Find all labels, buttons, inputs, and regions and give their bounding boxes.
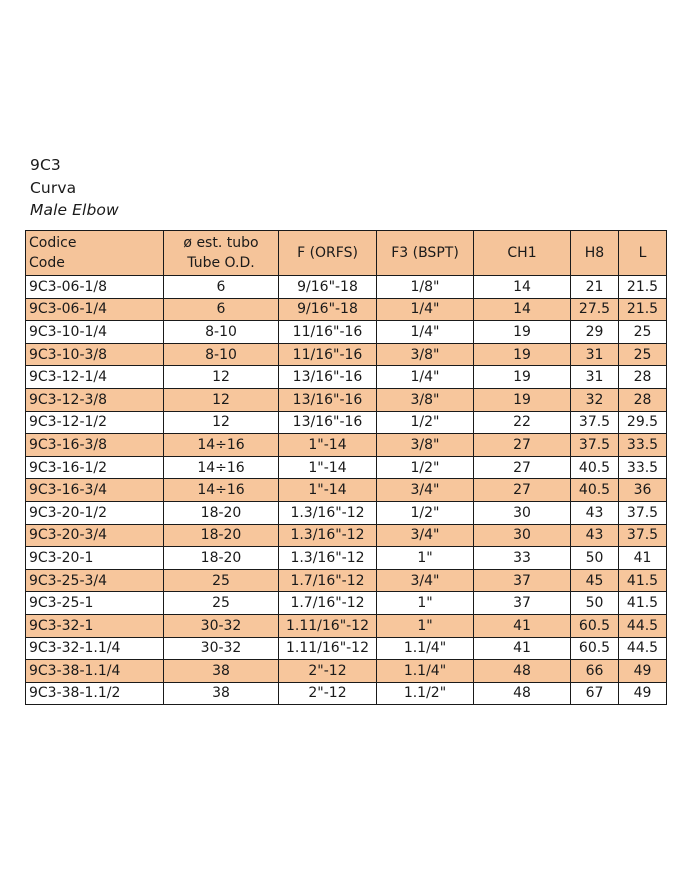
cell-h8: 31 [571, 366, 619, 389]
cell-l: 41 [619, 547, 667, 570]
cell-l: 21.5 [619, 298, 667, 321]
cell-f3-bspt: 3/8" [377, 388, 474, 411]
cell-code: 9C3-06-1/4 [26, 298, 164, 321]
cell-f3-bspt: 1/4" [377, 298, 474, 321]
cell-ch1: 41 [474, 614, 571, 637]
cell-f-orfs: 13/16"-16 [279, 366, 377, 389]
cell-tube-od: 6 [164, 298, 279, 321]
cell-tube-od: 38 [164, 682, 279, 705]
column-header-l: L [619, 231, 667, 276]
table-row [26, 479, 667, 502]
cell-f-orfs: 13/16"-16 [279, 388, 377, 411]
product-name-italian: Curva [30, 178, 77, 197]
cell-code: 9C3-20-1/2 [26, 501, 164, 524]
table-row [26, 501, 667, 524]
cell-l: 36 [619, 479, 667, 502]
cell-h8: 40.5 [571, 479, 619, 502]
cell-h8: 27.5 [571, 298, 619, 321]
table-row [26, 592, 667, 615]
cell-f3-bspt: 1.1/2" [377, 682, 474, 705]
cell-tube-od: 18-20 [164, 501, 279, 524]
cell-f-orfs: 11/16"-16 [279, 343, 377, 366]
table-row [26, 388, 667, 411]
cell-ch1: 19 [474, 321, 571, 344]
table-row [26, 411, 667, 434]
cell-h8: 29 [571, 321, 619, 344]
cell-tube-od: 6 [164, 276, 279, 299]
cell-l: 28 [619, 366, 667, 389]
table-row [26, 434, 667, 457]
cell-tube-od: 8-10 [164, 343, 279, 366]
cell-code: 9C3-12-3/8 [26, 388, 164, 411]
cell-h8: 50 [571, 592, 619, 615]
header-row [26, 231, 667, 276]
cell-f3-bspt: 1.1/4" [377, 637, 474, 660]
cell-ch1: 48 [474, 682, 571, 705]
table-row [26, 547, 667, 570]
cell-tube-od: 38 [164, 660, 279, 683]
cell-f3-bspt: 1" [377, 592, 474, 615]
table-row [26, 569, 667, 592]
cell-l: 44.5 [619, 637, 667, 660]
cell-tube-od: 25 [164, 569, 279, 592]
cell-h8: 21 [571, 276, 619, 299]
specification-table [25, 230, 667, 705]
cell-tube-od: 25 [164, 592, 279, 615]
cell-f-orfs: 1.11/16"-12 [279, 637, 377, 660]
cell-tube-od: 14÷16 [164, 456, 279, 479]
cell-h8: 37.5 [571, 434, 619, 457]
cell-h8: 32 [571, 388, 619, 411]
cell-code: 9C3-16-3/8 [26, 434, 164, 457]
cell-l: 49 [619, 660, 667, 683]
cell-f3-bspt: 1" [377, 547, 474, 570]
cell-tube-od: 8-10 [164, 321, 279, 344]
cell-l: 21.5 [619, 276, 667, 299]
table-row [26, 366, 667, 389]
cell-f-orfs: 11/16"-16 [279, 321, 377, 344]
cell-l: 37.5 [619, 501, 667, 524]
cell-h8: 50 [571, 547, 619, 570]
cell-f-orfs: 9/16"-18 [279, 276, 377, 299]
cell-h8: 37.5 [571, 411, 619, 434]
cell-f3-bspt: 1/2" [377, 456, 474, 479]
cell-f-orfs: 1.3/16"-12 [279, 501, 377, 524]
cell-h8: 60.5 [571, 614, 619, 637]
table-row [26, 276, 667, 299]
column-header-f-orfs: F (ORFS) [279, 231, 377, 276]
cell-f3-bspt: 3/4" [377, 524, 474, 547]
cell-code: 9C3-38-1.1/2 [26, 682, 164, 705]
table-row [26, 614, 667, 637]
cell-ch1: 19 [474, 343, 571, 366]
cell-h8: 40.5 [571, 456, 619, 479]
column-header-h8: H8 [571, 231, 619, 276]
cell-ch1: 22 [474, 411, 571, 434]
cell-f3-bspt: 1/2" [377, 501, 474, 524]
cell-ch1: 41 [474, 637, 571, 660]
column-header-tube-od: ø est. tubo Tube O.D. [164, 231, 279, 276]
cell-code: 9C3-25-3/4 [26, 569, 164, 592]
cell-f3-bspt: 1/8" [377, 276, 474, 299]
cell-f3-bspt: 1/4" [377, 366, 474, 389]
cell-h8: 67 [571, 682, 619, 705]
cell-h8: 66 [571, 660, 619, 683]
cell-code: 9C3-12-1/4 [26, 366, 164, 389]
cell-f-orfs: 1.11/16"-12 [279, 614, 377, 637]
cell-l: 37.5 [619, 524, 667, 547]
cell-ch1: 30 [474, 501, 571, 524]
cell-h8: 45 [571, 569, 619, 592]
cell-f-orfs: 1.7/16"-12 [279, 569, 377, 592]
cell-tube-od: 12 [164, 366, 279, 389]
product-heading [30, 154, 119, 222]
cell-f3-bspt: 3/8" [377, 434, 474, 457]
cell-l: 49 [619, 682, 667, 705]
cell-tube-od: 18-20 [164, 524, 279, 547]
cell-code: 9C3-10-1/4 [26, 321, 164, 344]
table-body [26, 276, 667, 705]
cell-tube-od: 30-32 [164, 614, 279, 637]
cell-f3-bspt: 1" [377, 614, 474, 637]
cell-l: 25 [619, 321, 667, 344]
cell-l: 29.5 [619, 411, 667, 434]
cell-f-orfs: 1.3/16"-12 [279, 524, 377, 547]
cell-h8: 60.5 [571, 637, 619, 660]
cell-f3-bspt: 1/2" [377, 411, 474, 434]
cell-l: 41.5 [619, 569, 667, 592]
cell-tube-od: 12 [164, 411, 279, 434]
table-row [26, 524, 667, 547]
table-row [26, 682, 667, 705]
cell-ch1: 37 [474, 592, 571, 615]
column-header-ch1: CH1 [474, 231, 571, 276]
cell-f3-bspt: 3/8" [377, 343, 474, 366]
cell-ch1: 27 [474, 479, 571, 502]
cell-ch1: 33 [474, 547, 571, 570]
cell-code: 9C3-20-1 [26, 547, 164, 570]
product-code: 9C3 [30, 156, 61, 174]
table-row [26, 343, 667, 366]
cell-code: 9C3-16-3/4 [26, 479, 164, 502]
cell-l: 44.5 [619, 614, 667, 637]
cell-f-orfs: 1"-14 [279, 434, 377, 457]
table-row [26, 321, 667, 344]
cell-ch1: 48 [474, 660, 571, 683]
cell-tube-od: 30-32 [164, 637, 279, 660]
cell-ch1: 27 [474, 456, 571, 479]
cell-h8: 43 [571, 524, 619, 547]
table-row [26, 456, 667, 479]
table-row [26, 660, 667, 683]
cell-h8: 43 [571, 501, 619, 524]
cell-l: 33.5 [619, 434, 667, 457]
cell-f-orfs: 9/16"-18 [279, 298, 377, 321]
column-header-f3-bspt: F3 (BSPT) [377, 231, 474, 276]
cell-f-orfs: 1.7/16"-12 [279, 592, 377, 615]
cell-f-orfs: 1.3/16"-12 [279, 547, 377, 570]
cell-f-orfs: 2"-12 [279, 660, 377, 683]
cell-l: 33.5 [619, 456, 667, 479]
cell-f3-bspt: 3/4" [377, 479, 474, 502]
product-name-english: Male Elbow [30, 201, 119, 219]
cell-ch1: 27 [474, 434, 571, 457]
cell-ch1: 19 [474, 388, 571, 411]
table-row [26, 637, 667, 660]
cell-ch1: 30 [474, 524, 571, 547]
cell-ch1: 14 [474, 298, 571, 321]
cell-ch1: 14 [474, 276, 571, 299]
cell-f-orfs: 2"-12 [279, 682, 377, 705]
cell-l: 41.5 [619, 592, 667, 615]
cell-l: 25 [619, 343, 667, 366]
cell-f-orfs: 13/16"-16 [279, 411, 377, 434]
cell-f3-bspt: 1.1/4" [377, 660, 474, 683]
cell-f-orfs: 1"-14 [279, 456, 377, 479]
cell-code: 9C3-16-1/2 [26, 456, 164, 479]
column-header-code: Codice Code [26, 231, 164, 276]
cell-f3-bspt: 1/4" [377, 321, 474, 344]
cell-f-orfs: 1"-14 [279, 479, 377, 502]
table-row [26, 298, 667, 321]
cell-code: 9C3-38-1.1/4 [26, 660, 164, 683]
cell-tube-od: 18-20 [164, 547, 279, 570]
cell-tube-od: 14÷16 [164, 479, 279, 502]
cell-code: 9C3-06-1/8 [26, 276, 164, 299]
cell-code: 9C3-10-3/8 [26, 343, 164, 366]
cell-h8: 31 [571, 343, 619, 366]
cell-tube-od: 12 [164, 388, 279, 411]
cell-code: 9C3-20-3/4 [26, 524, 164, 547]
table-header [26, 231, 667, 276]
cell-code: 9C3-32-1 [26, 614, 164, 637]
cell-tube-od: 14÷16 [164, 434, 279, 457]
cell-ch1: 37 [474, 569, 571, 592]
cell-code: 9C3-32-1.1/4 [26, 637, 164, 660]
cell-l: 28 [619, 388, 667, 411]
cell-f3-bspt: 3/4" [377, 569, 474, 592]
cell-ch1: 19 [474, 366, 571, 389]
cell-code: 9C3-12-1/2 [26, 411, 164, 434]
cell-code: 9C3-25-1 [26, 592, 164, 615]
